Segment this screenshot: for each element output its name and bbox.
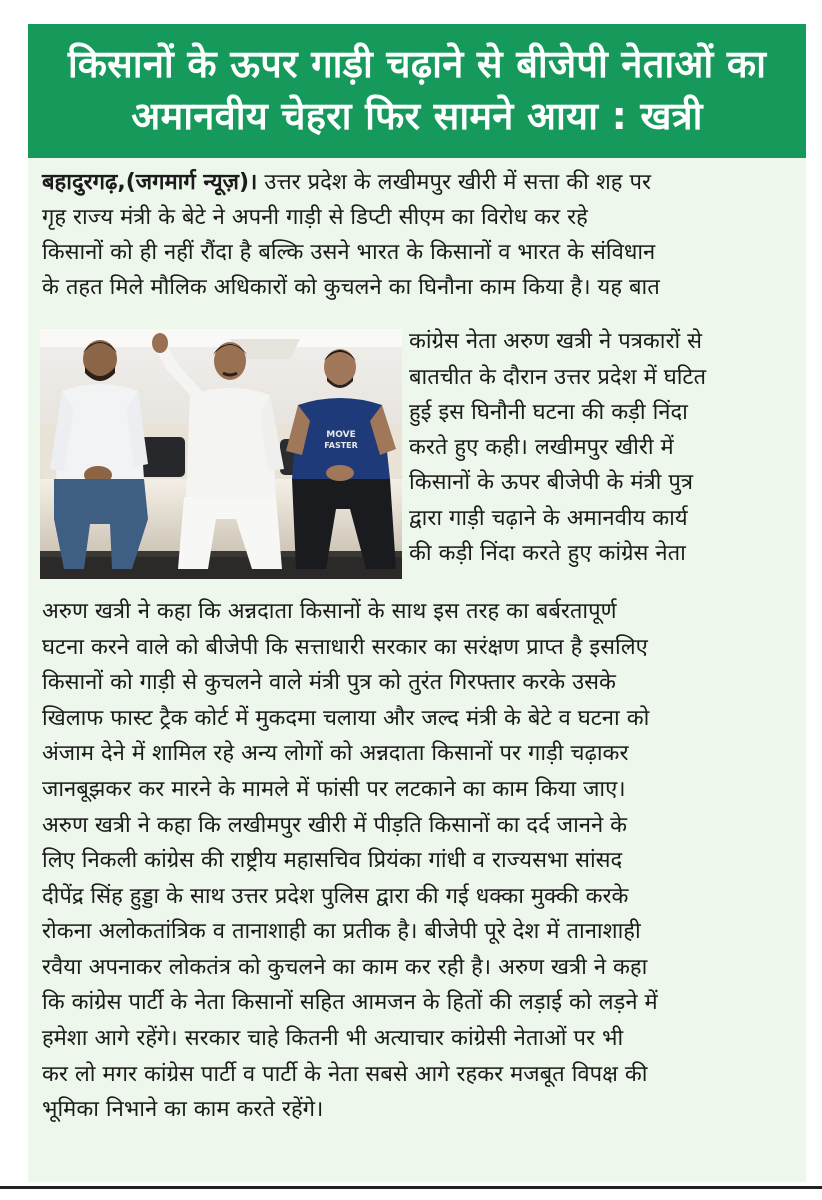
body-line: जानबूझकर कर मारने के मामले में फांसी पर लटकाने का काम किया जाए।: [42, 777, 626, 802]
tshirt-text-2: FASTER: [324, 441, 358, 450]
photo-three-men: [40, 329, 402, 579]
body-line: कांग्रेस नेता अरुण खत्री ने पत्रकारों से: [409, 329, 703, 354]
body-line: द्वारा गाड़ी चढ़ाने के अमानवीय कार्य: [409, 506, 688, 531]
tshirt-text-1: MOVE: [326, 430, 356, 440]
body-line: भूमिका निभाने का काम करते रहेंगे।: [42, 1097, 324, 1122]
body-line: रवैया अपनाकर लोकतंत्र को कुचलने का काम कर रही है। अरुण खत्री ने कहा: [42, 955, 648, 980]
body-line: के तहत मिले मौलिक अधिकारों को कुचलने का घिनौना काम किया है। यह बात: [42, 275, 660, 300]
body-line: खिलाफ फास्ट ट्रैक कोर्ट में मुकदमा चलाया और जल्द मंत्री के बेटे व घटना को: [42, 706, 650, 731]
body-line: किसानों के ऊपर बीजेपी के मंत्री पुत्र: [409, 470, 694, 495]
body-line: कर लो मगर कांग्रेस पार्टी व पार्टी के नेता सबसे आगे रहकर मजबूत विपक्ष की: [42, 1062, 648, 1087]
body-line: किसानों को ही नहीं रौंदा है बल्कि उसने भारत के किसानों व भारत के संविधान: [42, 240, 656, 265]
body-line: अंजाम देने में शामिल रहे अन्य लोगों को अन्नदाता किसानों पर गाड़ी चढ़ाकर: [42, 741, 629, 766]
body-line: रोकना अलोकतांत्रिक व तानाशाही का प्रतीक है। बीजेपी पूरे देश में तानाशाही: [42, 919, 641, 944]
bottom-rule: [0, 1186, 822, 1189]
body-line: घटना करने वाले को बीजेपी कि सत्ताधारी सरकार का सरंक्षण प्राप्त है इसलिए: [42, 635, 648, 660]
headline-line-1: किसानों के ऊपर गाड़ी चढ़ाने से बीजेपी नेताओं का: [67, 42, 767, 86]
body-line: किसानों को गाड़ी से कुचलने वाले मंत्री पुत्र को तुरंत गिरफ्तार करके उसके: [42, 670, 616, 695]
dateline: बहादुरगढ़,(जगमार्ग न्यूज़)।: [42, 170, 258, 195]
news-clipping: [28, 24, 806, 1182]
body-line: दीपेंद्र सिंह हुड्डा के साथ उत्तर प्रदेश पुलिस द्वारा की गई धक्का मुक्की करके: [42, 884, 629, 909]
body-line: करते हुए कही। लखीमपुर खीरी में: [409, 435, 674, 460]
body-line: अरुण खत्री ने कहा कि अन्नदाता किसानों के साथ इस तरह का बर्बरतापूर्ण: [42, 599, 617, 624]
body-line: बातचीत के दौरान उत्तर प्रदेश में घटित: [409, 365, 707, 390]
body-text: उत्तर प्रदेश के लखीमपुर खीरी में सत्ता की शह पर: [257, 170, 651, 195]
body-line: कि कांग्रेस पार्टी के नेता किसानों सहित आमजन के हितों की लड़ाई को लड़ने में: [42, 990, 658, 1015]
body-line: हुई इस घिनौनी घटना की कड़ी निंदा: [409, 400, 688, 425]
headline-line-2: अमानवीय चेहरा फिर सामने आया : खत्री: [131, 94, 703, 138]
body-line: हमेशा आगे रहेंगे। सरकार चाहे कितनी भी अत्याचार कांग्रेसी नेताओं पर भी: [42, 1026, 624, 1051]
body-line: लिए निकली कांग्रेस की राष्ट्रीय महासचिव प्रियंका गांधी व राज्यसभा सांसद: [42, 848, 623, 873]
body-line: गृह राज्य मंत्री के बेटे ने अपनी गाड़ी से डिप्टी सीएम का विरोध कर रहे: [42, 205, 588, 230]
headline-banner: [28, 24, 806, 158]
article-photo: [40, 329, 402, 579]
body-line: [42, 168, 794, 198]
body-line: की कड़ी निंदा करते हुए कांग्रेस नेता: [409, 541, 686, 566]
body-line: अरुण खत्री ने कहा कि लखीमपुर खीरी में पीड़ति किसानों का दर्द जानने के: [42, 813, 628, 838]
